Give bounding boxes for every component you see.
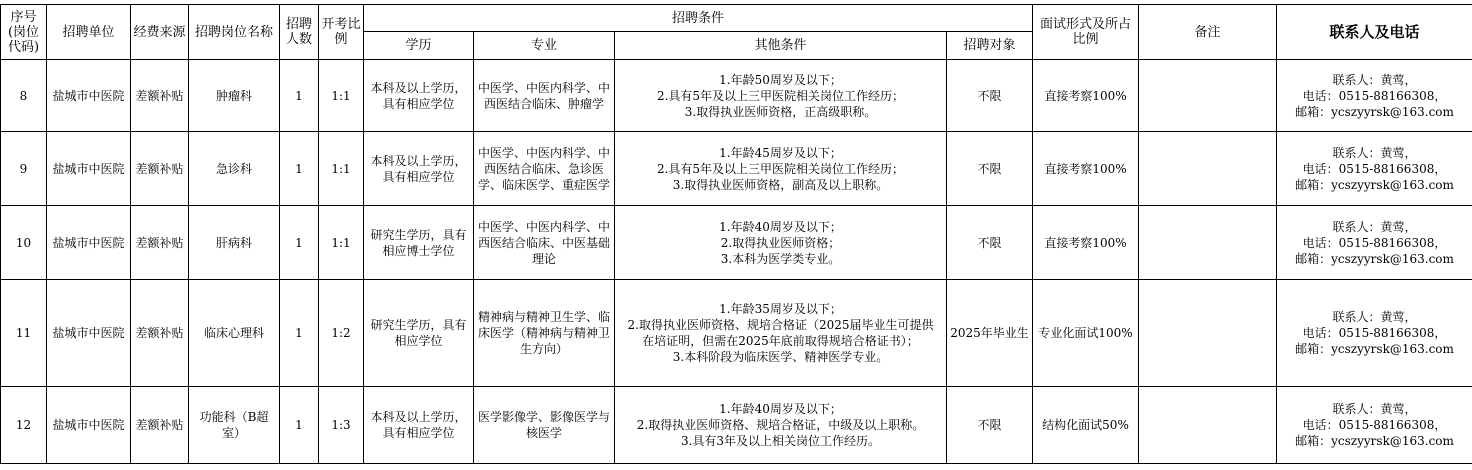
header-major: 专业 [474, 32, 615, 60]
cell-unit: 盐城市中医院 [47, 132, 131, 206]
contact-email: 邮箱：ycszyyrsk@163.com [1295, 342, 1454, 356]
cell-target: 不限 [947, 387, 1033, 464]
cell-seq: 9 [1, 132, 47, 206]
cell-education: 本科及以上学历，具有相应学位 [364, 387, 474, 464]
cell-ratio: 1:1 [319, 206, 364, 280]
cell-interview: 直接考察100% [1033, 60, 1139, 132]
header-target: 招聘对象 [947, 32, 1033, 60]
other-line: 2.取得执业医师资格、规培合格证，中级及以上职称。 [636, 418, 925, 432]
cell-major: 精神病与精神卫生学、临床医学（精神病与精神卫生方向） [474, 280, 615, 387]
contact-phone: 电话：0515-88166308， [1302, 326, 1447, 340]
cell-major: 医学影像学、影像医学与核医学 [474, 387, 615, 464]
contact-phone: 电话：0515-88166308， [1302, 418, 1447, 432]
other-line: 3.具有3年及以上相关岗位工作经历。 [680, 434, 881, 448]
contact-email: 邮箱：ycszyyrsk@163.com [1295, 251, 1454, 266]
contact-phone: 电话：0515-88166308， [1302, 235, 1447, 250]
cell-count: 1 [280, 280, 319, 387]
cell-other [615, 60, 947, 132]
cell-count: 1 [280, 387, 319, 464]
cell-seq: 11 [1, 280, 47, 387]
cell-major: 中医学、中医内科学、中西医结合临床、急诊医学、临床医学、重症医学 [474, 132, 615, 206]
table-row [1, 206, 1472, 280]
cell-ratio: 1:1 [319, 132, 364, 206]
cell-contact [1277, 280, 1472, 387]
contact-phone: 电话：0515-88166308， [1302, 88, 1447, 103]
other-line: 在培证明，但需在2025年底前取得规培合格证书）； [642, 334, 919, 348]
other-line: 1.年龄45周岁及以下； [719, 145, 842, 160]
cell-seq: 8 [1, 60, 47, 132]
cell-unit: 盐城市中医院 [47, 280, 131, 387]
cell-contact [1277, 206, 1472, 280]
other-line: 1.年龄50周岁及以下； [719, 72, 842, 87]
cell-count: 1 [280, 206, 319, 280]
cell-position: 临床心理科 [189, 280, 280, 387]
table-row [1, 280, 1472, 387]
cell-funding: 差额补贴 [131, 206, 189, 280]
cell-major: 中医学、中医内科学、中西医结合临床、中医基础理论 [474, 206, 615, 280]
cell-interview: 专业化面试100% [1033, 280, 1139, 387]
header-funding: 经费来源 [131, 5, 189, 60]
contact-person: 联系人：黄莺， [1332, 310, 1417, 324]
cell-interview: 直接考察100% [1033, 206, 1139, 280]
cell-remarks [1139, 206, 1277, 280]
cell-major: 中医学、中医内科学、中西医结合临床、肿瘤学 [474, 60, 615, 132]
cell-other [615, 387, 947, 464]
cell-count: 1 [280, 60, 319, 132]
cell-ratio: 1:3 [319, 387, 364, 464]
cell-education: 研究生学历，具有相应学位 [364, 280, 474, 387]
other-line: 3.取得执业医师资格，正高级职称。 [684, 104, 877, 119]
cell-other [615, 280, 947, 387]
other-line: 1.年龄40周岁及以下； [719, 219, 842, 234]
cell-contact [1277, 132, 1472, 206]
cell-education: 本科及以上学历，具有相应学位 [364, 60, 474, 132]
contact-person: 联系人：黄莺， [1332, 219, 1417, 234]
header-other: 其他条件 [615, 32, 947, 60]
contact-email: 邮箱：ycszyyrsk@163.com [1295, 177, 1454, 192]
table-row [1, 387, 1472, 464]
cell-unit: 盐城市中医院 [47, 387, 131, 464]
cell-count: 1 [280, 132, 319, 206]
cell-interview: 结构化面试50% [1033, 387, 1139, 464]
contact-email: 邮箱：ycszyyrsk@163.com [1295, 434, 1454, 448]
cell-education: 研究生学历，具有相应博士学位 [364, 206, 474, 280]
cell-position: 肿瘤科 [189, 60, 280, 132]
other-line: 2.具有5年及以上三甲医院相关岗位工作经历； [656, 88, 905, 103]
other-line: 3.本科为医学类专业。 [720, 251, 841, 266]
header-contact: 联系人及电话 [1277, 5, 1472, 60]
header-interview: 面试形式及所占比例 [1033, 5, 1139, 60]
contact-phone: 电话：0515-88166308， [1302, 161, 1447, 176]
header-seq: 序号(岗位代码) [1, 5, 47, 60]
other-line: 2.取得执业医师资格； [720, 235, 841, 250]
cell-target: 2025年毕业生 [947, 280, 1033, 387]
header-remarks: 备注 [1139, 5, 1277, 60]
table-row [1, 60, 1472, 132]
cell-target: 不限 [947, 206, 1033, 280]
cell-interview: 直接考察100% [1033, 132, 1139, 206]
cell-target: 不限 [947, 60, 1033, 132]
table-row [1, 132, 1472, 206]
cell-other [615, 206, 947, 280]
other-line: 2.具有5年及以上三甲医院相关岗位工作经历； [656, 161, 905, 176]
cell-seq: 12 [1, 387, 47, 464]
header-unit: 招聘单位 [47, 5, 131, 60]
contact-email: 邮箱：ycszyyrsk@163.com [1295, 104, 1454, 119]
cell-seq: 10 [1, 206, 47, 280]
cell-position: 急诊科 [189, 132, 280, 206]
other-line: 2.取得执业医师资格、规培合格证（2025届毕业生可提供 [627, 318, 934, 332]
cell-remarks [1139, 387, 1277, 464]
other-line: 1.年龄35周岁及以下； [719, 302, 842, 316]
cell-remarks [1139, 132, 1277, 206]
cell-other [615, 132, 947, 206]
contact-person: 联系人：黄莺， [1332, 402, 1417, 416]
other-line: 3.本科阶段为临床医学、精神医学专业。 [672, 350, 889, 364]
cell-remarks [1139, 60, 1277, 132]
contact-person: 联系人：黄莺， [1332, 72, 1417, 87]
contact-person: 联系人：黄莺， [1332, 145, 1417, 160]
cell-position: 功能科（B超室） [189, 387, 280, 464]
cell-position: 肝病科 [189, 206, 280, 280]
cell-contact [1277, 387, 1472, 464]
header-ratio: 开考比例 [319, 5, 364, 60]
cell-funding: 差额补贴 [131, 60, 189, 132]
cell-funding: 差额补贴 [131, 387, 189, 464]
cell-unit: 盐城市中医院 [47, 60, 131, 132]
cell-funding: 差额补贴 [131, 132, 189, 206]
header-education: 学历 [364, 32, 474, 60]
cell-unit: 盐城市中医院 [47, 206, 131, 280]
other-line: 3.取得执业医师资格，副高及以上职称。 [672, 177, 889, 192]
cell-education: 本科及以上学历，具有相应学位 [364, 132, 474, 206]
cell-ratio: 1:1 [319, 60, 364, 132]
header-conditions: 招聘条件 [364, 5, 1033, 32]
cell-funding: 差额补贴 [131, 280, 189, 387]
cell-contact [1277, 60, 1472, 132]
cell-ratio: 1:2 [319, 280, 364, 387]
cell-target: 不限 [947, 132, 1033, 206]
header-row-1 [1, 5, 1472, 32]
header-count: 招聘人数 [280, 5, 319, 60]
recruitment-table [0, 4, 1472, 464]
header-position: 招聘岗位名称 [189, 5, 280, 60]
cell-remarks [1139, 280, 1277, 387]
other-line: 1.年龄40周岁及以下； [719, 402, 842, 416]
